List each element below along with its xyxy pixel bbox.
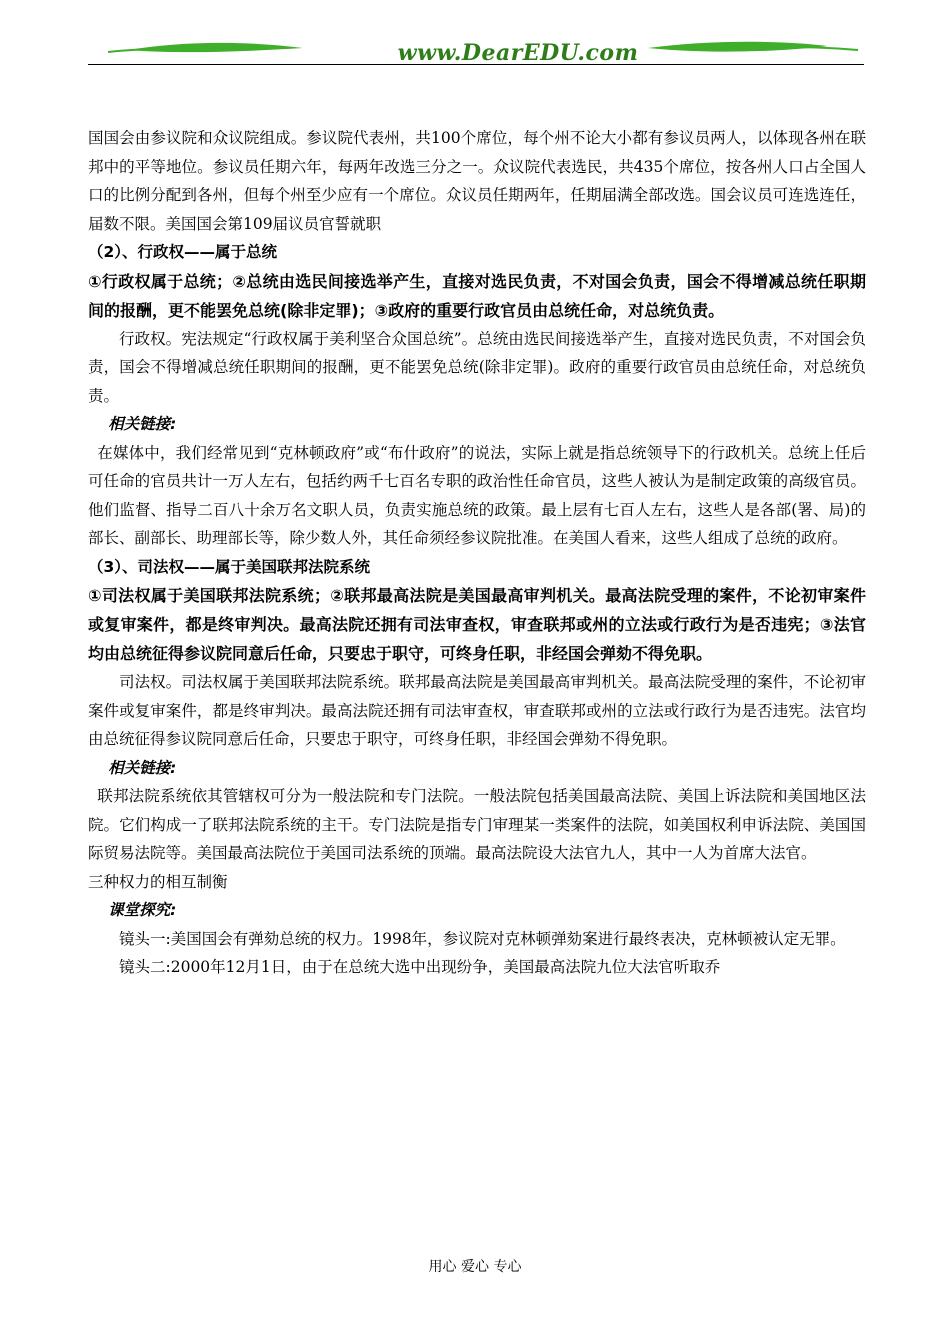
related-link-heading: 相关链接: <box>108 758 177 777</box>
related-link-heading: 相关链接: <box>108 415 177 433</box>
paragraph-judicial: 司法权。司法权属于美国联邦法院系统。联邦最高法院是美国最高审判机关。最高法院受理的案件，不论初审案件或复审案件，都是终审判决。最高法院还拥有司法审查权，审查联邦或州的立法或行政行为是否违宪。法官均由总统征得参议院同意后任命，只要忠于职守，可终身任职，非经国会弹劾不得免职。 <box>88 673 866 748</box>
header-divider <box>88 64 864 65</box>
summary-judicial: ①司法权属于美国联邦法院系统；②联邦最高法院是美国最高审判机关。最高法院受理的案件，不论初审案件或复审案件，都是终审判决。最高法院还拥有司法审查权，审查联邦或州的立法或行政行为是否违宪；③法官均由总统征得参议院同意后任命，只要忠于职守，可终身任职，非经国会弹劾不得免职。 <box>88 586 866 663</box>
related-link-judicial: 联邦法院系统依其管辖权可分为一般法院和专门法院。一般法院包括美国最高法院、美国上诉法院和美国地区法院。它们构成一了联邦法院系统的主干。专门法院是指专门审理某一类案件的法院，如美国权利申诉法院、美国国际贸易法院等。美国最高法院位于美国司法系统的顶端。最高法院设大法官九人，其中一人为首席大法官。 <box>88 787 866 862</box>
document-body <box>88 124 866 982</box>
related-link-executive: 在媒体中，我们经常见到“克林顿政府”或“布什政府”的说法，实际上就是指总统领导下的行政机关。总统上任后可任命的官员共计一万人左右，包括约两千七百名专职的政治性任命官员，这些人被认为是制定政策的高级官员。他们监督、指导二百八十余万名文职人员，负责实施总统的政策。最上层有七百人左右，这些人是各部(署、局)的部长、副部长、助理部长等，除少数人外，其任命须经参议院批准。在美国人看来，这些人组成了总统的政府。 <box>88 443 866 547</box>
classroom-inquiry-heading: 课堂探究: <box>108 901 177 919</box>
page-footer: 用心 爱心 专心 <box>428 1259 522 1275</box>
paragraph-checks-balances: 三种权力的相互制衡 <box>88 872 228 891</box>
paragraph-executive: 行政权。宪法规定“行政权属于美利坚合众国总统”。总统由选民间接选举产生，直接对选民负责，不对国会负责，国会不得增减总统任职期间的报酬，更不能罢免总统(除非定罪)。政府的重要行政官员由总统任命，对总统负责。 <box>88 329 866 405</box>
summary-executive: ①行政权属于总统；②总统由选民间接选举产生，直接对选民负责，不对国会负责，国会不得增减总统任职期间的报酬，更不能罢免总统(除非定罪)；③政府的重要行政官员由总统任命，对总统负责。 <box>88 271 866 320</box>
section-heading-judicial: （3）、司法权——属于美国联邦法院系统 <box>88 557 371 576</box>
section-heading-executive: （2）、行政权——属于总统 <box>88 243 278 261</box>
paragraph-scene-two: 镜头二:2000年12月1日，由于在总统大选中出现纷争，美国最高法院九位大法官听取乔 <box>119 958 721 976</box>
paragraph-scene-one: 镜头一:美国国会有弹劾总统的权力。1998年，参议院对克林顿弹劾案进行最终表决，克林顿被认定无罪。 <box>119 929 846 948</box>
paragraph-congress: 国国会由参议院和众议院组成。参议院代表州，共100个席位，每个州不论大小都有参议员两人，以体现各州在联邦中的平等地位。参议员任期六年，每两年改选三分之一。众议院代表选民，共435个席位，按各州人口占全国人口的比例分配到各州，但每个州至少应有一个席位。众议员任期两年，任期届满全部改选。国会议员可连选连任，届数不限。美国国会第109届议员官誓就职 <box>88 129 866 233</box>
site-name[interactable]: www.DearEDU.com <box>397 40 639 66</box>
